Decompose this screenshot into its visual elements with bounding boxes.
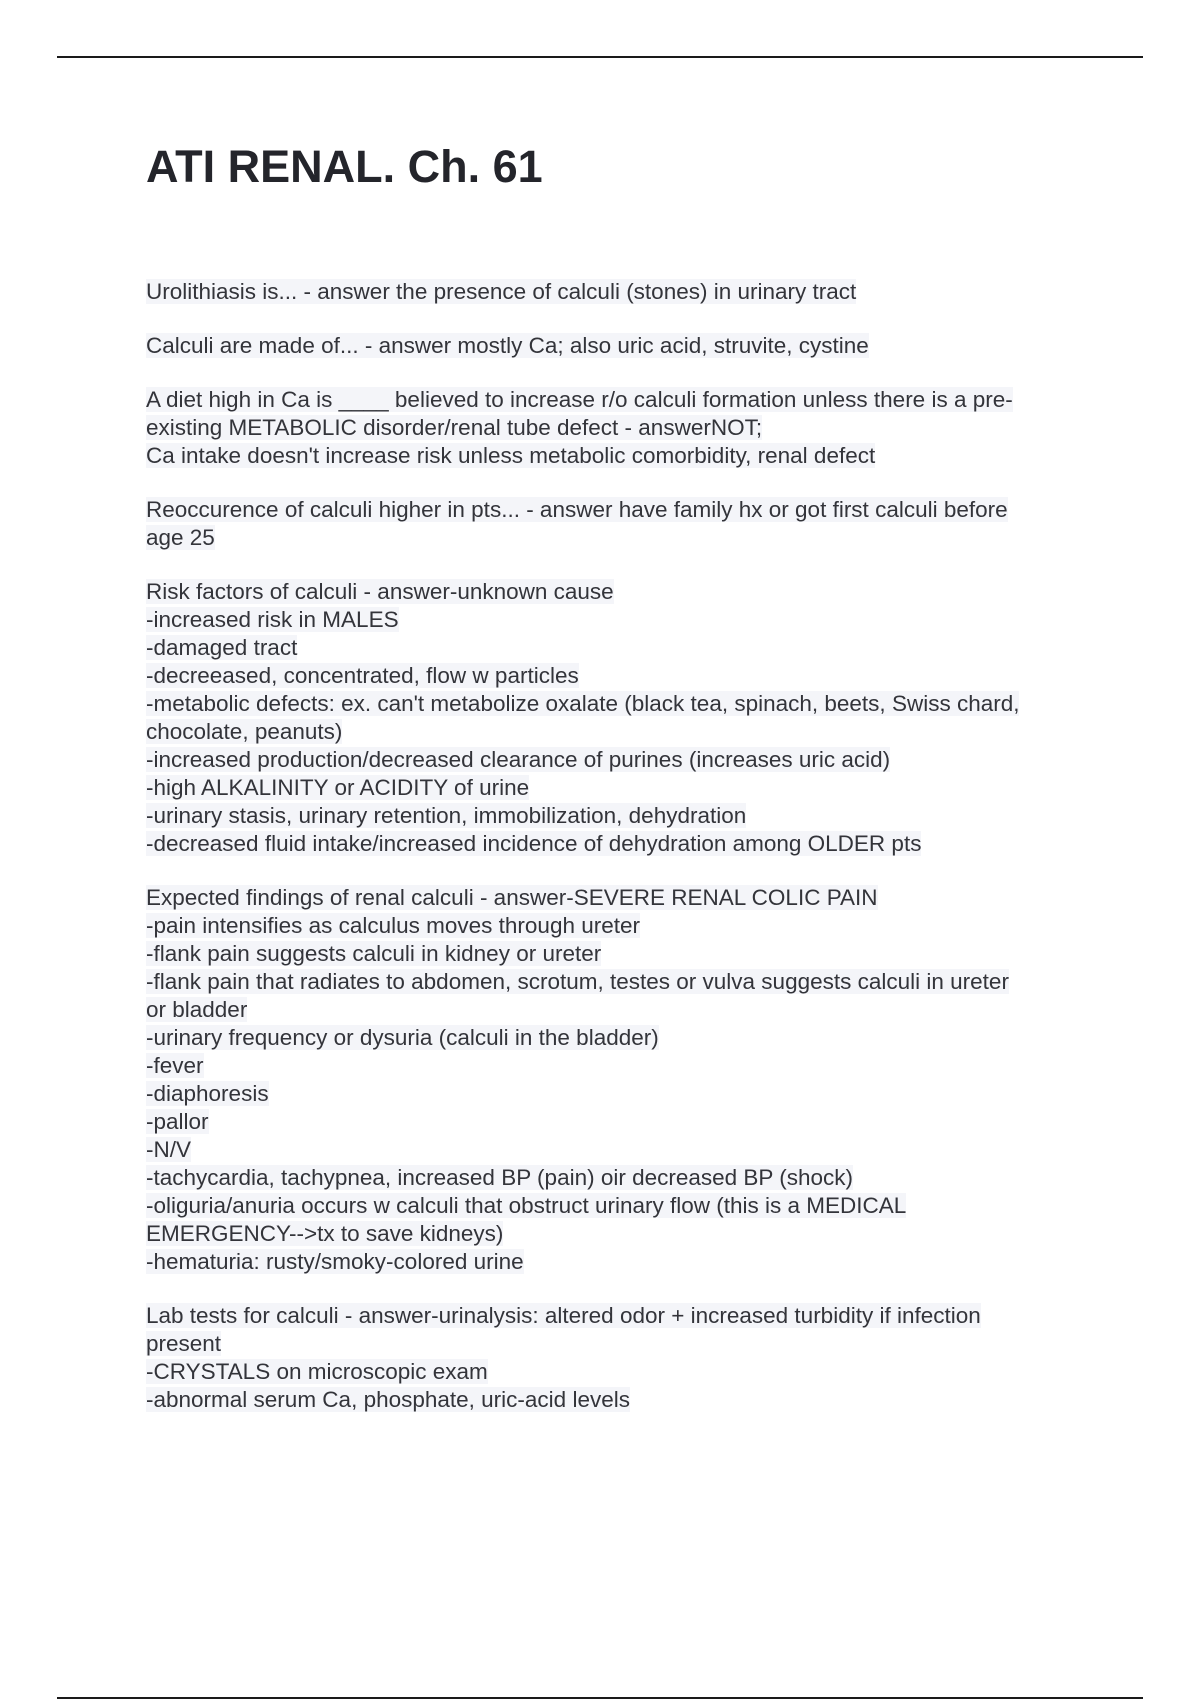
qa-line <box>146 1108 1096 1136</box>
qa-line-text: -urinary frequency or dysuria (calculi in the bladder) <box>146 1025 659 1050</box>
qa-line-text: Expected findings of renal calculi - answer-SEVERE RENAL COLIC PAIN <box>146 885 878 910</box>
qa-entry <box>146 578 1096 858</box>
qa-line <box>146 830 1096 858</box>
qa-line-text: -hematuria: rusty/smoky-colored urine <box>146 1249 524 1274</box>
qa-line-text: -metabolic defects: ex. can't metabolize oxalate (black tea, spinach, beets, Swiss chard, <box>146 691 1020 716</box>
qa-line-text: -diaphoresis <box>146 1081 269 1106</box>
qa-entry <box>146 386 1096 470</box>
qa-line <box>146 332 1096 360</box>
qa-line <box>146 278 1096 306</box>
qa-line-text: -tachycardia, tachypnea, increased BP (pain) oir decreased BP (shock) <box>146 1165 854 1190</box>
top-divider <box>57 56 1143 58</box>
qa-line <box>146 912 1096 940</box>
qa-line-text: -pallor <box>146 1109 209 1134</box>
qa-line-text: Calculi are made of... - answer mostly Ca; also uric acid, struvite, cystine <box>146 333 869 358</box>
qa-line-text: Lab tests for calculi - answer-urinalysis: altered odor + increased turbidity if infection <box>146 1303 981 1328</box>
qa-line-text: Risk factors of calculi - answer-unknown cause <box>146 579 614 604</box>
qa-line <box>146 1024 1096 1052</box>
qa-line-text: -oliguria/anuria occurs w calculi that obstruct urinary flow (this is a MEDICAL <box>146 1193 907 1218</box>
qa-line-text: -abnormal serum Ca, phosphate, uric-acid levels <box>146 1387 630 1412</box>
qa-line <box>146 1248 1096 1276</box>
qa-line <box>146 718 1096 746</box>
qa-line <box>146 634 1096 662</box>
qa-line-text: -decreeased, concentrated, flow w particles <box>146 663 579 688</box>
qa-line-text: -damaged tract <box>146 635 298 660</box>
qa-line <box>146 1080 1096 1108</box>
qa-line-text: -increased risk in MALES <box>146 607 399 632</box>
qa-line <box>146 1358 1096 1386</box>
qa-line <box>146 1330 1096 1358</box>
qa-line <box>146 442 1096 470</box>
qa-line-text: -fever <box>146 1053 204 1078</box>
qa-line-text: -decreased fluid intake/increased incidence of dehydration among OLDER pts <box>146 831 922 856</box>
qa-line-text: -flank pain that radiates to abdomen, scrotum, testes or vulva suggests calculi in ureter <box>146 969 1009 994</box>
qa-line-text: A diet high in Ca is ____ believed to increase r/o calculi formation unless there is a pre- <box>146 387 1013 412</box>
bottom-divider <box>57 1697 1143 1699</box>
qa-line <box>146 1220 1096 1248</box>
qa-line <box>146 1386 1096 1414</box>
qa-entry <box>146 278 1096 306</box>
qa-line-text: -pain intensifies as calculus moves through ureter <box>146 913 641 938</box>
qa-line <box>146 802 1096 830</box>
qa-line <box>146 1052 1096 1080</box>
qa-line-text: -increased production/decreased clearance of purines (increases uric acid) <box>146 747 891 772</box>
qa-line <box>146 996 1096 1024</box>
qa-line-text: EMERGENCY-->tx to save kidneys) <box>146 1221 504 1246</box>
qa-entry <box>146 1302 1096 1414</box>
qa-line-text: age 25 <box>146 525 215 550</box>
qa-line <box>146 884 1096 912</box>
qa-line <box>146 606 1096 634</box>
qa-line <box>146 690 1096 718</box>
qa-line <box>146 746 1096 774</box>
document-body <box>146 140 1096 1440</box>
document-title: ATI RENAL. Ch. 61 <box>146 141 543 192</box>
qa-line <box>146 1192 1096 1220</box>
qa-line-text: chocolate, peanuts) <box>146 719 343 744</box>
qa-line-text: existing METABOLIC disorder/renal tube defect - answerNOT; <box>146 415 763 440</box>
qa-line-text: Ca intake doesn't increase risk unless metabolic comorbidity, renal defect <box>146 443 876 468</box>
qa-list <box>146 278 1096 1414</box>
qa-line <box>146 414 1096 442</box>
qa-line <box>146 1164 1096 1192</box>
qa-line-text: -CRYSTALS on microscopic exam <box>146 1359 488 1384</box>
qa-entry <box>146 884 1096 1276</box>
qa-entry <box>146 332 1096 360</box>
qa-line-text: Reoccurence of calculi higher in pts... - answer have family hx or got first calculi before <box>146 497 1008 522</box>
qa-line <box>146 496 1096 524</box>
qa-line <box>146 1302 1096 1330</box>
qa-line <box>146 386 1096 414</box>
qa-line <box>146 968 1096 996</box>
qa-line <box>146 578 1096 606</box>
qa-line-text: -N/V <box>146 1137 191 1162</box>
qa-line-text: -flank pain suggests calculi in kidney or ureter <box>146 941 602 966</box>
qa-line <box>146 662 1096 690</box>
qa-line-text: -urinary stasis, urinary retention, immobilization, dehydration <box>146 803 747 828</box>
qa-line <box>146 774 1096 802</box>
qa-line-text: Urolithiasis is... - answer the presence of calculi (stones) in urinary tract <box>146 279 857 304</box>
qa-line-text: or bladder <box>146 997 248 1022</box>
qa-line <box>146 524 1096 552</box>
qa-line-text: -high ALKALINITY or ACIDITY of urine <box>146 775 530 800</box>
qa-line <box>146 940 1096 968</box>
qa-entry <box>146 496 1096 552</box>
qa-line-text: present <box>146 1331 222 1356</box>
qa-line <box>146 1136 1096 1164</box>
